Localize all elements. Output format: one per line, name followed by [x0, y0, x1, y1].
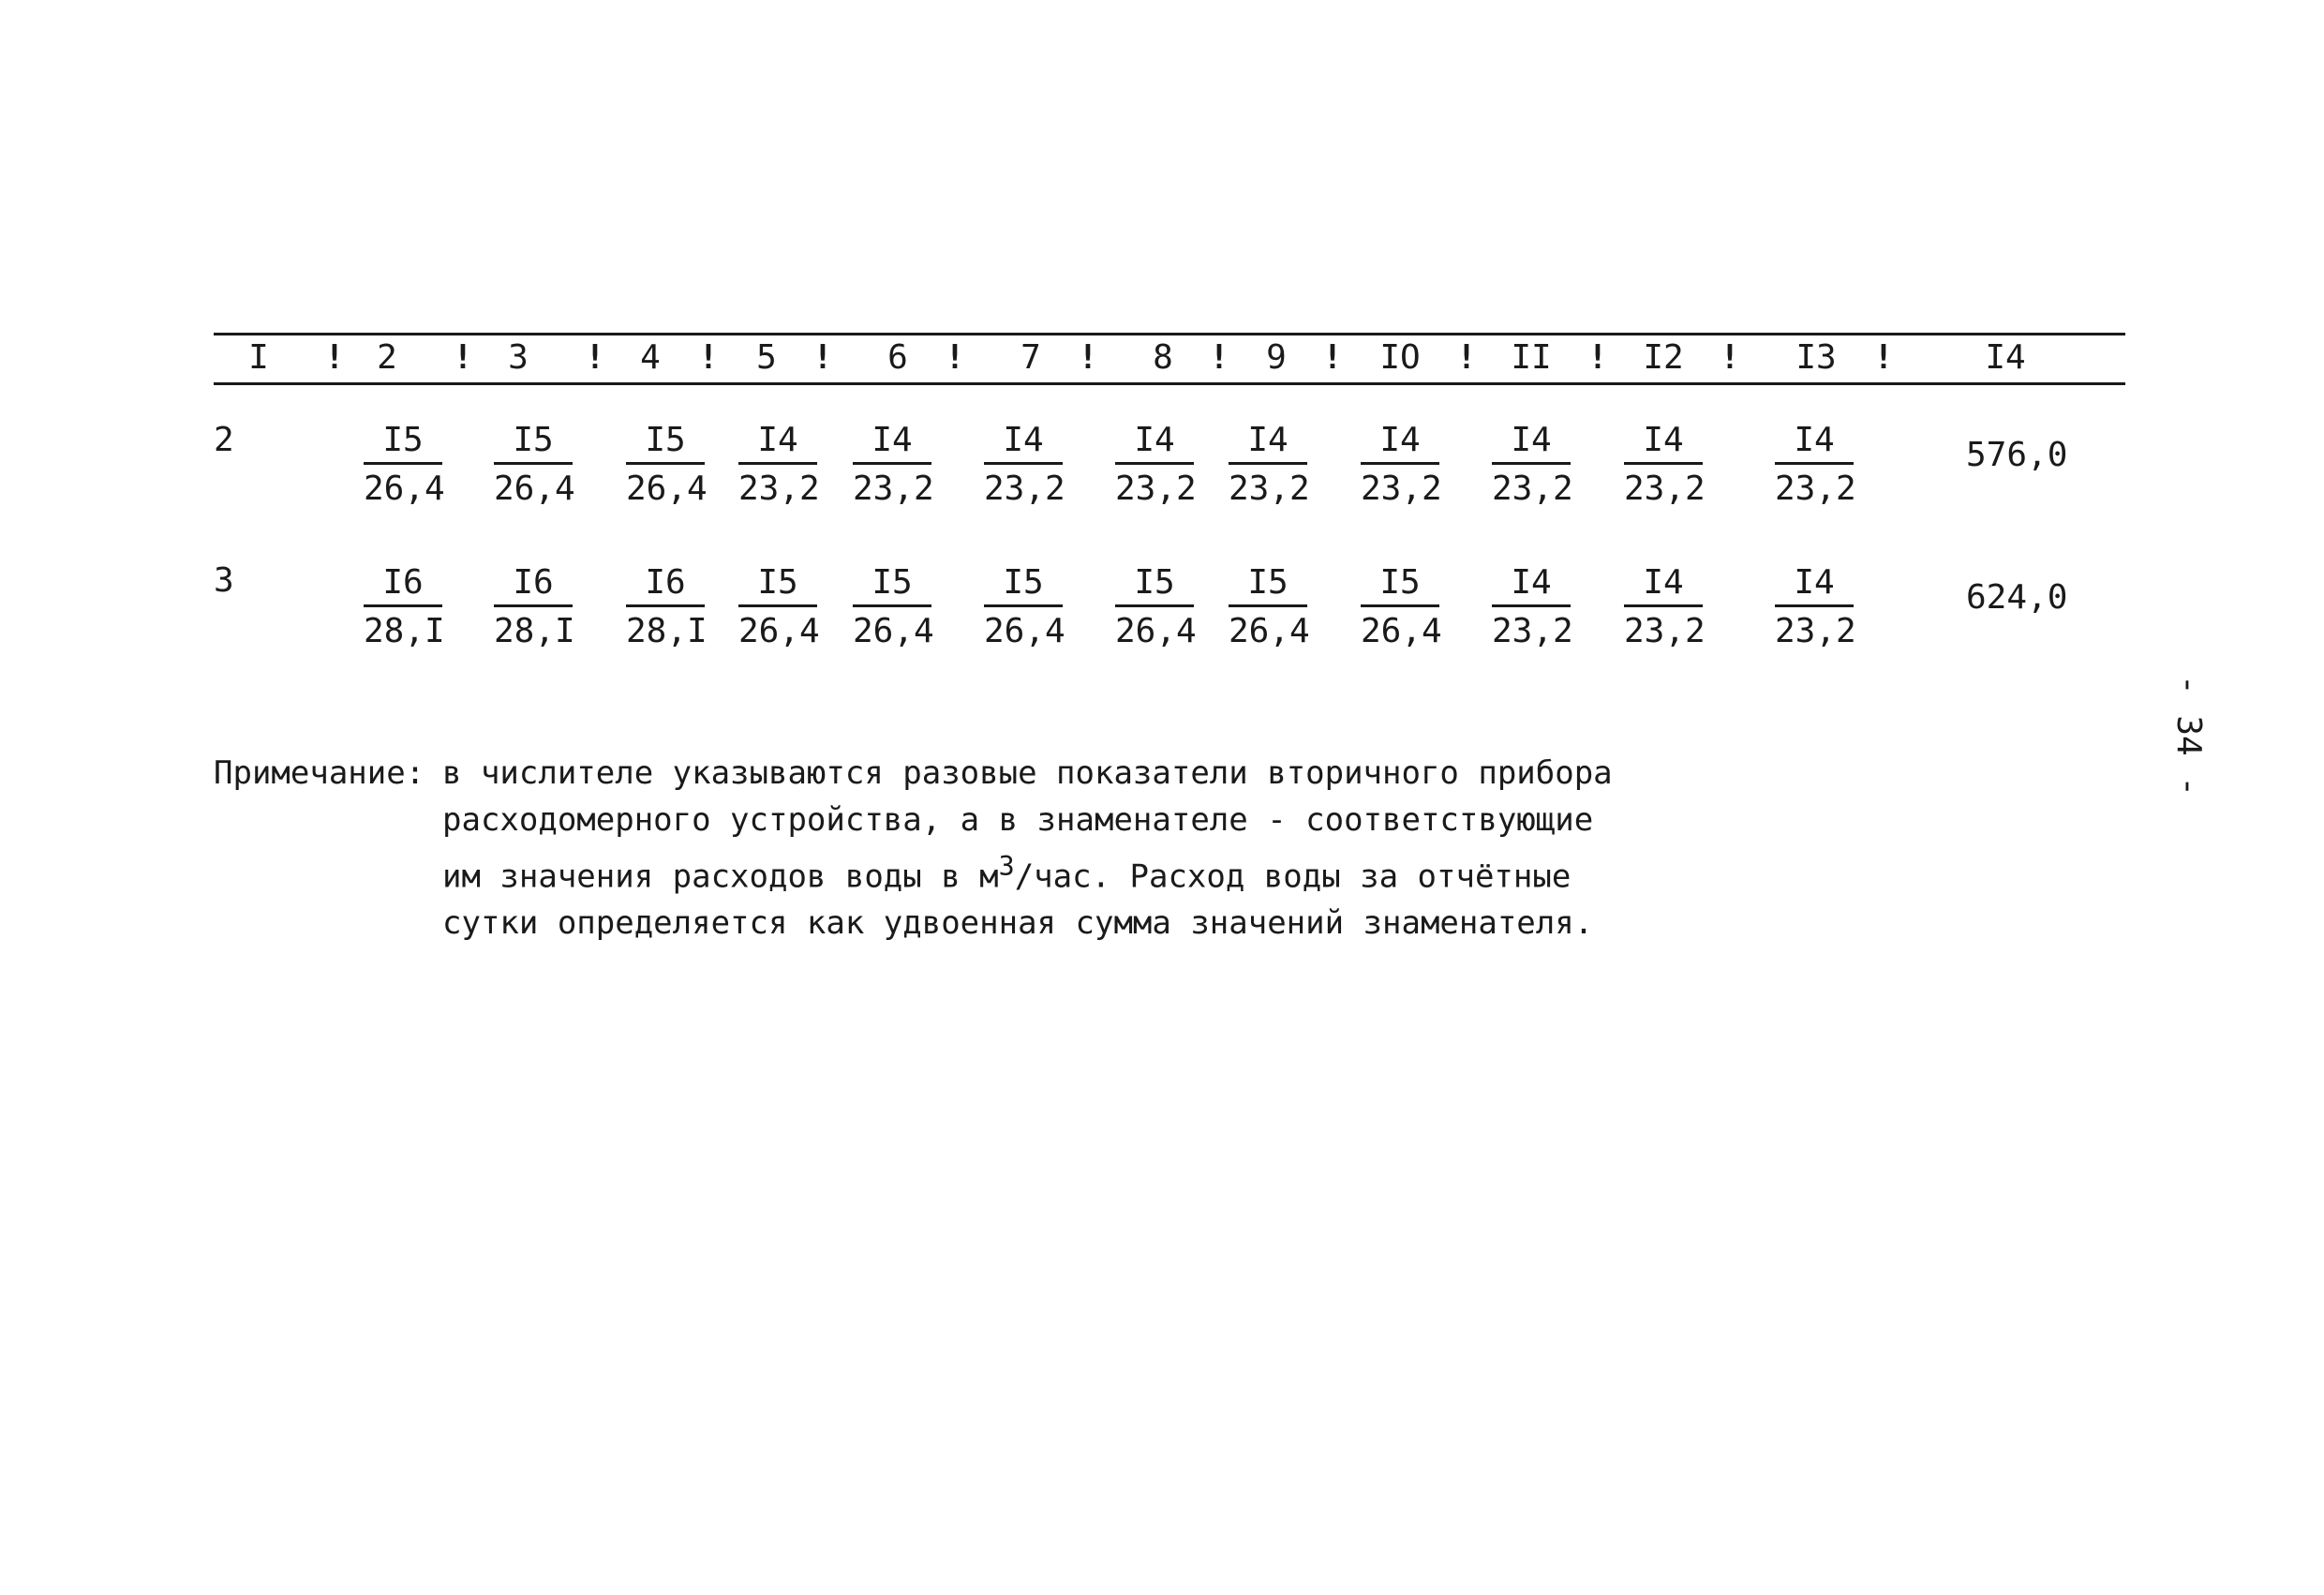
header-col-14: I4	[1985, 338, 2026, 377]
fraction-cell	[984, 422, 1063, 508]
note-line: им значения расходов воды в м	[442, 857, 999, 896]
row-total: 576,0	[1966, 436, 2068, 474]
fraction-denominator: 26,4	[738, 612, 820, 650]
fraction-denominator: 23,2	[984, 470, 1065, 508]
fraction-denominator: 23,2	[1624, 470, 1706, 508]
note-line: в числителе указываются разовые показатели вторичного прибора	[442, 754, 1613, 792]
column-separator: !	[1587, 338, 1608, 377]
header-col-12: I2	[1643, 338, 1684, 377]
column-separator: !	[812, 338, 833, 377]
fraction-cell	[1229, 421, 1310, 508]
fraction-denominator: 23,2	[738, 470, 820, 508]
header-col-4: 4	[640, 338, 661, 377]
column-separator: !	[1456, 338, 1477, 377]
fraction-cell	[1624, 563, 1706, 650]
fraction-numerator: I5	[494, 422, 573, 465]
fraction-numerator: I5	[1115, 564, 1194, 607]
column-separator: !	[324, 338, 345, 377]
fraction-denominator: 26,4	[364, 470, 445, 508]
fraction-denominator: 26,4	[626, 470, 708, 508]
header-col-11: II	[1511, 338, 1552, 377]
fraction-cell	[364, 563, 445, 650]
header-col-5: 5	[756, 338, 777, 377]
fraction-numerator: I5	[626, 422, 705, 465]
fraction-numerator: I4	[1492, 564, 1571, 607]
column-separator: !	[698, 338, 719, 377]
fraction-cell	[494, 422, 573, 508]
fraction-numerator: I5	[853, 564, 931, 607]
row-label: 3	[214, 561, 234, 600]
fraction-numerator: I4	[853, 422, 931, 465]
fraction-cell	[1361, 563, 1442, 650]
fraction-numerator: I6	[364, 564, 442, 607]
fraction-cell	[853, 421, 934, 508]
fraction-denominator: 28,I	[626, 612, 708, 650]
column-separator: !	[1078, 338, 1098, 377]
fraction-numerator: I4	[984, 422, 1063, 465]
fraction-denominator: 23,2	[1115, 470, 1197, 508]
fraction-denominator: 26,4	[494, 470, 575, 508]
fraction-denominator: 23,2	[1624, 612, 1706, 650]
table-header-rule	[214, 382, 2125, 385]
fraction-denominator: 23,2	[1229, 470, 1310, 508]
fraction-cell	[1775, 422, 1854, 508]
fraction-cell	[984, 564, 1063, 650]
fraction-numerator: I4	[1361, 422, 1439, 465]
fraction-denominator: 26,4	[853, 612, 934, 650]
table-top-rule	[214, 333, 2125, 335]
fraction-numerator: I4	[1115, 422, 1194, 465]
header-col-6: 6	[887, 338, 908, 377]
fraction-numerator: I5	[738, 564, 817, 607]
fraction-cell	[1361, 421, 1442, 508]
fraction-cell	[1775, 564, 1854, 650]
fraction-numerator: I4	[1229, 422, 1307, 465]
fraction-cell	[1229, 563, 1310, 650]
fraction-denominator: 23,2	[1492, 612, 1573, 650]
fraction-cell	[1624, 421, 1706, 508]
fraction-cell	[1115, 421, 1197, 508]
fraction-numerator: I6	[626, 564, 705, 607]
fraction-numerator: I6	[494, 564, 573, 607]
fraction-denominator: 26,4	[1361, 612, 1442, 650]
fraction-denominator: 26,4	[1115, 612, 1197, 650]
column-separator: !	[1209, 338, 1229, 377]
fraction-numerator: I5	[1229, 564, 1307, 607]
fraction-numerator: I4	[1775, 564, 1854, 607]
fraction-denominator: 23,2	[1775, 470, 1856, 508]
fraction-numerator: I4	[1624, 564, 1703, 607]
header-col-7: 7	[1020, 338, 1041, 377]
fraction-denominator: 23,2	[1492, 470, 1573, 508]
note-line: /час. Расход воды за отчётные	[1014, 857, 1572, 896]
fraction-cell	[626, 421, 708, 508]
fraction-denominator: 23,2	[1361, 470, 1442, 508]
fraction-cell	[1115, 563, 1197, 650]
note-text	[442, 750, 1613, 947]
column-separator: !	[585, 338, 605, 377]
fraction-denominator: 23,2	[1775, 612, 1856, 650]
row-label: 2	[214, 421, 234, 459]
column-separator: !	[453, 338, 473, 377]
fraction-denominator: 28,I	[364, 612, 445, 650]
fraction-cell	[738, 421, 820, 508]
header-col-2: 2	[377, 338, 397, 377]
note-label: Примечание:	[214, 754, 425, 792]
row-total: 624,0	[1966, 578, 2068, 617]
fraction-numerator: I5	[984, 564, 1063, 607]
header-col-9: 9	[1266, 338, 1287, 377]
fraction-denominator: 28,I	[494, 612, 575, 650]
note-line: сутки определяется как удвоенная сумма значений знаменателя.	[442, 904, 1594, 943]
superscript: 3	[998, 851, 1015, 882]
fraction-numerator: I4	[738, 422, 817, 465]
fraction-cell	[738, 563, 820, 650]
fraction-cell	[1492, 564, 1571, 650]
fraction-cell	[494, 564, 573, 650]
fraction-denominator: 26,4	[1229, 612, 1310, 650]
column-separator: !	[1720, 338, 1740, 377]
fraction-denominator: 23,2	[853, 470, 934, 508]
fraction-numerator: I5	[364, 422, 442, 465]
fraction-numerator: I5	[1361, 564, 1439, 607]
column-separator: !	[945, 338, 965, 377]
note-line: расходомерного устройства, а в знаменателе - соответствующие	[442, 801, 1594, 839]
column-separator: !	[1873, 338, 1894, 377]
fraction-numerator: I4	[1624, 422, 1703, 465]
header-col-1: I	[248, 338, 269, 377]
fraction-cell	[364, 421, 445, 508]
fraction-numerator: I4	[1492, 422, 1571, 465]
header-col-10: IO	[1379, 338, 1421, 377]
page-number: - 34 -	[2169, 674, 2209, 798]
header-col-3: 3	[508, 338, 529, 377]
column-separator: !	[1322, 338, 1343, 377]
header-col-8: 8	[1153, 338, 1173, 377]
fraction-cell	[853, 563, 934, 650]
fraction-cell	[1492, 422, 1571, 508]
fraction-cell	[626, 563, 708, 650]
header-col-13: I3	[1795, 338, 1837, 377]
fraction-denominator: 26,4	[984, 612, 1065, 650]
fraction-numerator: I4	[1775, 422, 1854, 465]
